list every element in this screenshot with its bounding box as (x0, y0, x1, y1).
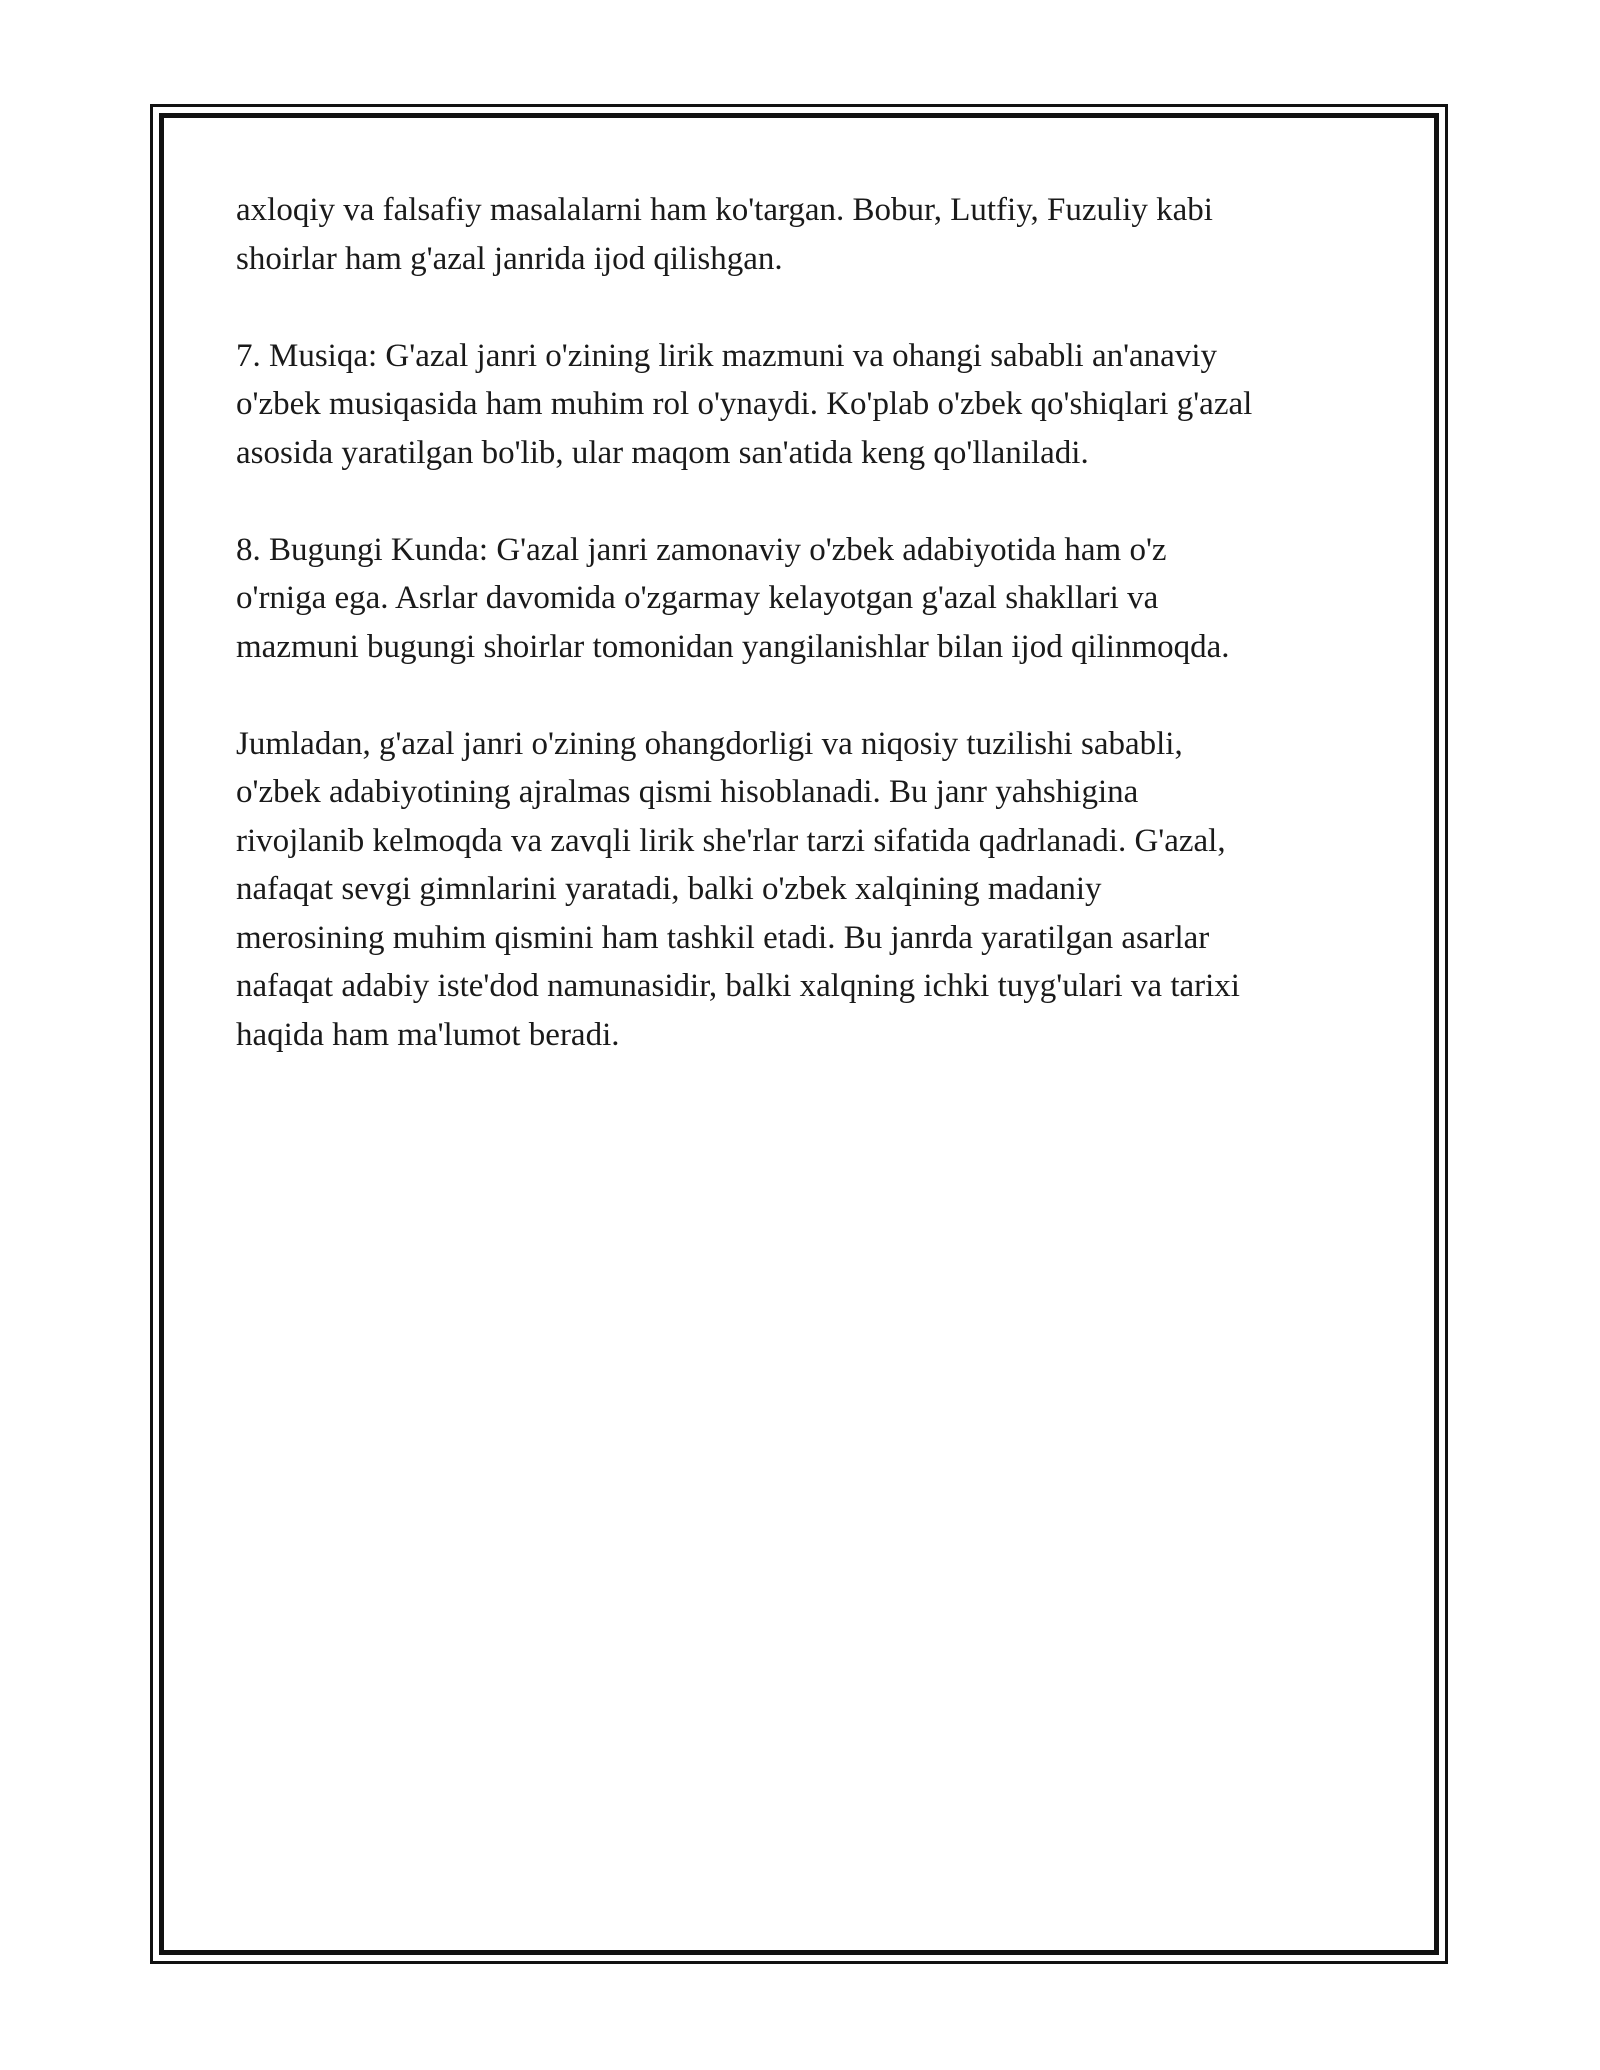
text-line: mazmuni bugungi shoirlar tomonidan yangilanishlar bilan ijod qilinmoqda. (236, 628, 1230, 665)
text-line: haqida ham ma'lumot beradi. (236, 1016, 620, 1053)
paragraph-bugungi-kunda (236, 526, 1376, 672)
text-line: nafaqat adabiy iste'dod namunasidir, balki xalqning ichki tuyg'ulari va tarixi (236, 968, 1240, 1004)
text-line: nafaqat sevgi gimnlarini yaratadi, balki o'zbek xalqining madaniy (236, 871, 1102, 907)
text-line: Jumladan, g'azal janri o'zining ohangdorligi va niqosiy tuzilishi sababli, (236, 725, 1183, 762)
paragraph-musiqa (236, 332, 1376, 478)
text-line: 7. Musiqa: G'azal janri o'zining lirik mazmuni va ohangi sababli an'anaviy (236, 337, 1217, 374)
text-line: o'rniga ega. Asrlar davomida o'zgarmay kelayotgan g'azal shakllari va (236, 580, 1159, 616)
text-line: shoirlar ham g'azal janrida ijod qilishgan. (236, 240, 783, 277)
text-line: rivojlanib kelmoqda va zavqli lirik she'rlar tarzi sifatida qadrlanadi. G'azal, (236, 822, 1226, 859)
document-body (236, 186, 1376, 1059)
text-line: merosining muhim qismini ham tashkil etadi. Bu janrda yaratilgan asarlar (236, 919, 1210, 956)
text-line: o'zbek musiqasida ham muhim rol o'ynaydi. Ko'plab o'zbek qo'shiqlari g'azal (236, 386, 1253, 422)
paragraph-continuation (236, 186, 1376, 283)
text-line: asosida yaratilgan bo'lib, ular maqom san'atida keng qo'llaniladi. (236, 434, 1089, 471)
text-line: 8. Bugungi Kunda: G'azal janri zamonaviy o'zbek adabiyotida ham o'z (236, 531, 1167, 568)
text-line: o'zbek adabiyotining ajralmas qismi hisoblanadi. Bu janr yahshigina (236, 774, 1139, 810)
paragraph-conclusion (236, 720, 1376, 1060)
text-line: axloqiy va falsafiy masalalarni ham ko'targan. Bobur, Lutfiy, Fuzuliy kabi (236, 192, 1213, 228)
